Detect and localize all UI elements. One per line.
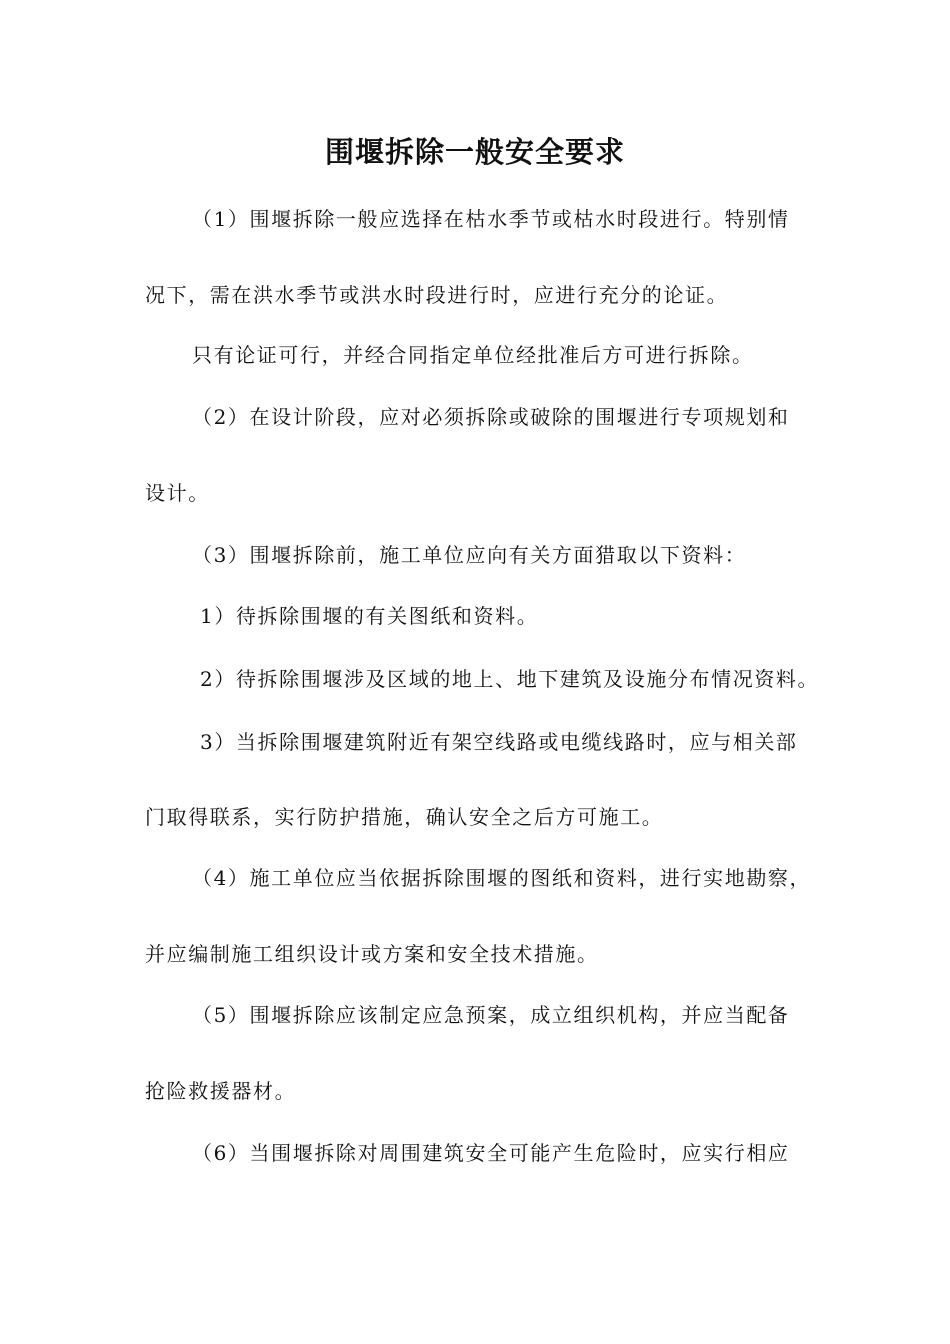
document-title: 围堰拆除一般安全要求 <box>324 135 625 169</box>
paragraph-line: （1）围堰拆除一般应选择在枯水季节或枯水时段进行。特别情 <box>192 207 790 231</box>
paragraph-line: （4）施工单位应当依据拆除围堰的图纸和资料，进行实地勘察， <box>192 866 812 890</box>
paragraph-line: 况下，需在洪水季节或洪水时段进行时，应进行充分的论证。 <box>145 283 729 307</box>
paragraph-line: 2）待拆除围堰涉及区域的地上、地下建筑及设施分布情况资料。 <box>200 667 820 691</box>
paragraph-line: （3）围堰拆除前，施工单位应向有关方面猎取以下资料： <box>192 543 747 567</box>
paragraph-line: （5）围堰拆除应该制定应急预案，成立组织机构，并应当配备 <box>192 1003 790 1027</box>
paragraph-line: 只有论证可行，并经合同指定单位经批准后方可进行拆除。 <box>192 343 754 367</box>
paragraph-line: （2）在设计阶段，应对必须拆除或破除的围堰进行专项规划和 <box>192 405 790 429</box>
paragraph-line: 3）当拆除围堰建筑附近有架空线路或电缆线路时，应与相关部 <box>200 730 798 754</box>
paragraph-line: 设计。 <box>145 481 210 505</box>
paragraph-line: 1）待拆除围堰的有关图纸和资料。 <box>200 604 539 628</box>
paragraph-line: 并应编制施工组织设计或方案和安全技术措施。 <box>145 942 599 966</box>
paragraph-line: 抢险救援器材。 <box>145 1079 297 1103</box>
paragraph-line: （6）当围堰拆除对周围建筑安全可能产生危险时，应实行相应 <box>192 1141 790 1165</box>
paragraph-line: 门取得联系，实行防护措施，确认安全之后方可施工。 <box>145 805 664 829</box>
